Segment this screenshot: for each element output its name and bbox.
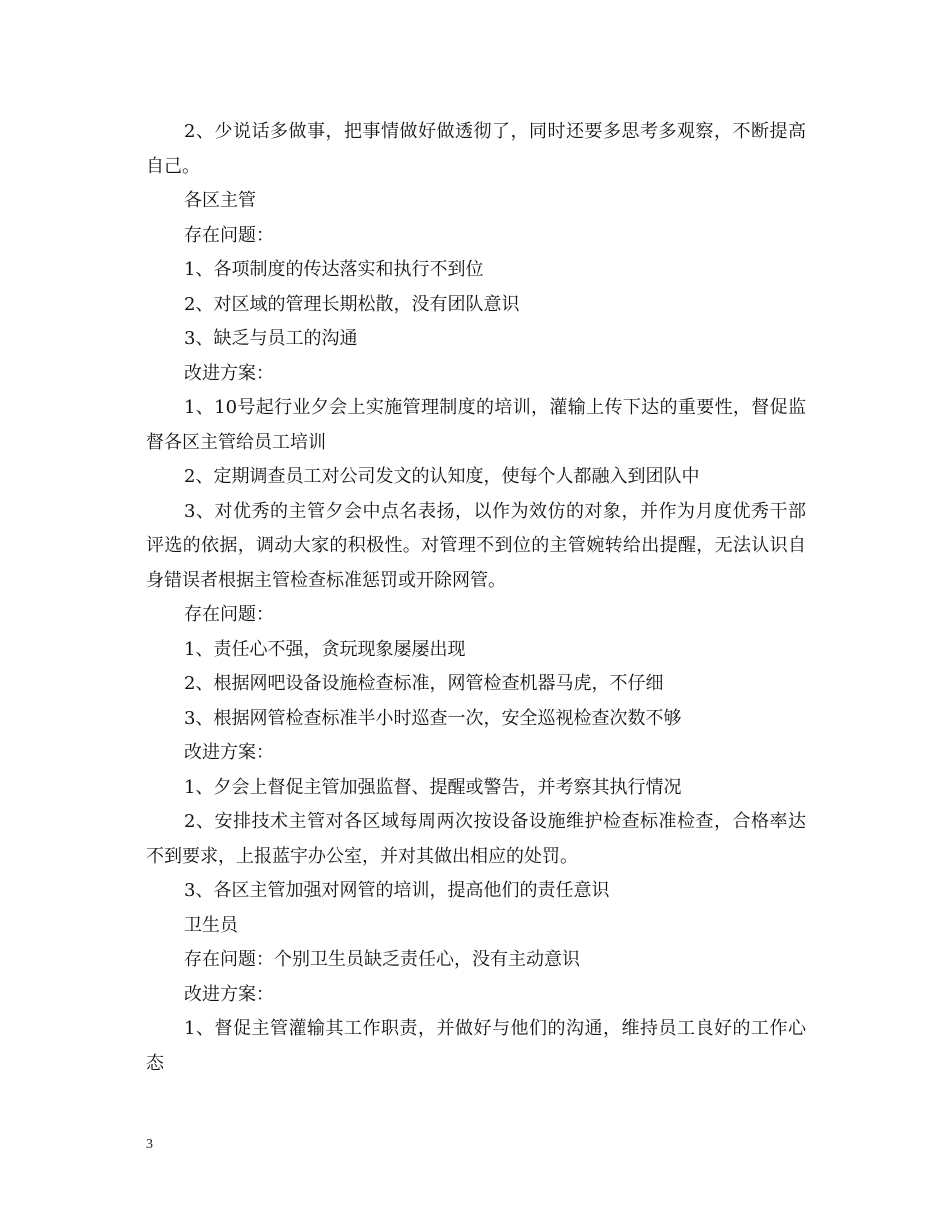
- list-item: 3、缺乏与员工的沟通: [184, 328, 358, 349]
- list-item: 1、各项制度的传达落实和执行不到位: [184, 259, 484, 280]
- subheading-improvements: 改进方案：: [184, 983, 274, 1005]
- subheading-problems: 存在问题：: [184, 604, 274, 625]
- list-item: 3、对优秀的主管夕会中点名表扬，以作为效仿的对象，并作为月度优秀干部评选的依据，调动大家的积极性。对管理不到位的主管婉转给出提醒，无法认识自身错误者根据主管检查标准惩罚或开除网管。: [146, 500, 806, 591]
- list-item: 1、责任心不强，贪玩现象屡屡出现: [184, 638, 466, 660]
- page-number: 3: [146, 1137, 153, 1152]
- list-item: 2、定期调查员工对公司发文的认知度，使每个人都融入到团队中: [184, 466, 700, 487]
- list-item: 1、夕会上督促主管加强监督、提醒或警告，并考察其执行情况: [184, 776, 682, 798]
- subheading-improvements: 改进方案：: [184, 362, 274, 384]
- list-item: 1、10号起行业夕会上实施管理制度的培训，灌输上传下达的重要性，督促监督各区主管给员工培训: [146, 397, 806, 453]
- list-item: 2、对区域的管理长期松散，没有团队意识: [184, 293, 520, 315]
- list-item: 3、根据网管检查标准半小时巡查一次，安全巡视检查次数不够: [184, 707, 682, 729]
- section-heading-cleaners: 卫生员: [184, 914, 238, 936]
- list-item: 2、根据网吧设备设施检查标准，网管检查机器马虎，不仔细: [184, 673, 664, 694]
- document-body: [146, 115, 806, 1081]
- list-item: 1、督促主管灌输其工作职责，并做好与他们的沟通，维持员工良好的工作心态: [146, 1018, 806, 1074]
- list-item: 2、安排技术主管对各区域每周两次按设备设施维护检查标准检查，合格率达不到要求，上报蓝宇办公室，并对其做出相应的处罚。: [146, 811, 806, 867]
- list-item: 3、各区主管加强对网管的培训，提高他们的责任意识: [184, 880, 610, 901]
- subheading-problems: 存在问题：: [184, 224, 274, 246]
- paragraph: 2、少说话多做事，把事情做好做透彻了，同时还要多思考多观察，不断提高自己。: [146, 121, 806, 177]
- section-heading-supervisors: 各区主管: [184, 190, 256, 211]
- subheading-improvements: 改进方案：: [184, 742, 274, 763]
- problems-statement: 存在问题：个别卫生员缺乏责任心，没有主动意识: [184, 949, 580, 970]
